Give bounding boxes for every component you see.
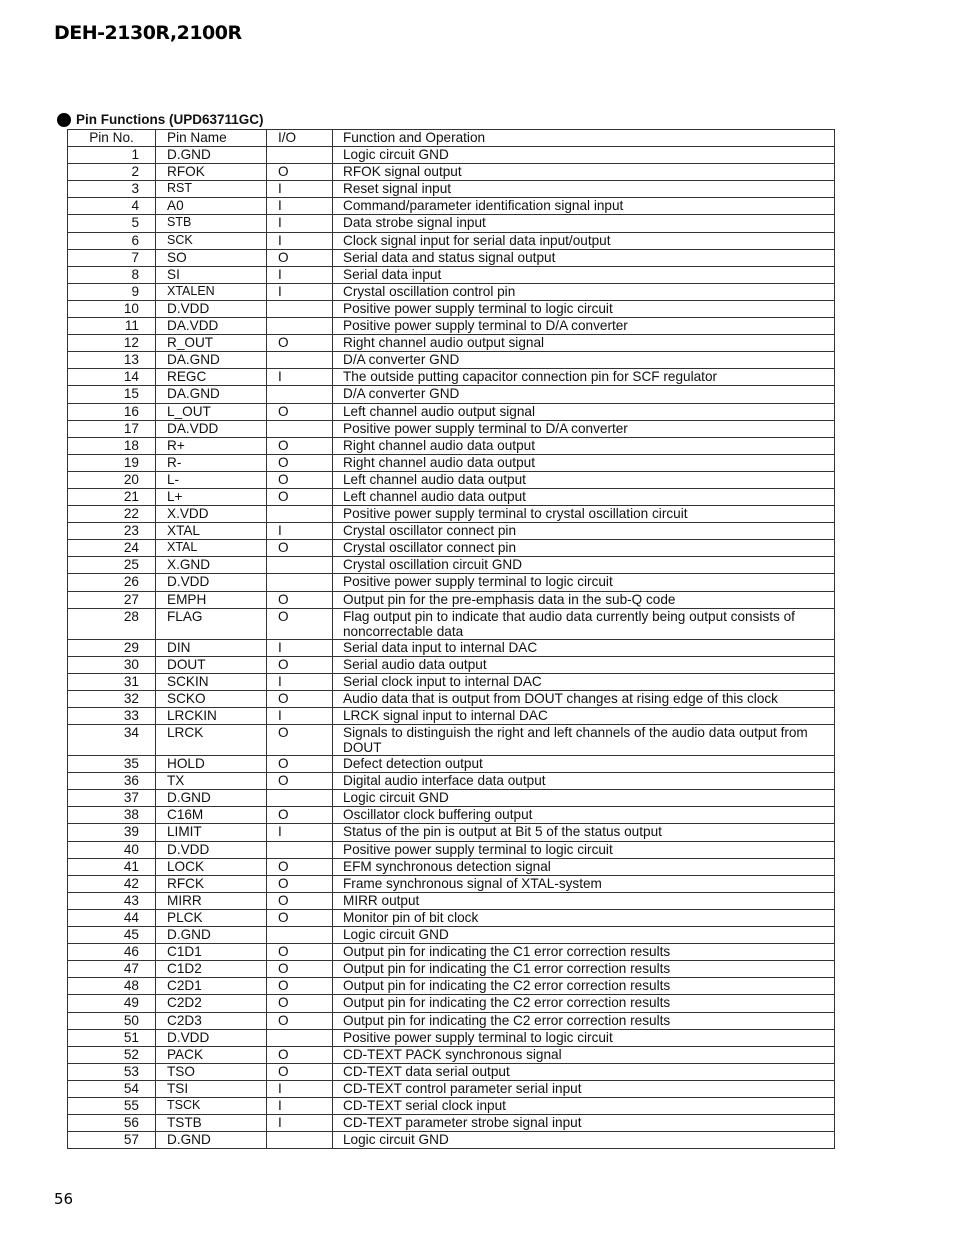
io-cell xyxy=(267,147,333,164)
pin-no-cell: 21 xyxy=(68,488,156,505)
function-cell: Monitor pin of bit clock xyxy=(333,909,835,926)
io-cell: O xyxy=(267,591,333,608)
io-cell: O xyxy=(267,944,333,961)
function-cell: Positive power supply terminal to D/A converter xyxy=(333,420,835,437)
pin-no-cell: 52 xyxy=(68,1046,156,1063)
io-cell: O xyxy=(267,875,333,892)
pin-no-cell: 6 xyxy=(68,232,156,249)
pin-name-cell: L+ xyxy=(156,488,267,505)
function-cell: Defect detection output xyxy=(333,756,835,773)
table-row xyxy=(68,232,835,249)
pin-no-cell: 51 xyxy=(68,1029,156,1046)
io-cell xyxy=(267,1029,333,1046)
table-row xyxy=(68,790,835,807)
io-cell: I xyxy=(267,215,333,232)
io-cell xyxy=(267,1132,333,1149)
table-row xyxy=(68,471,835,488)
function-cell: Right channel audio data output xyxy=(333,437,835,454)
pin-no-cell: 17 xyxy=(68,420,156,437)
io-cell: O xyxy=(267,892,333,909)
pin-no-cell: 47 xyxy=(68,961,156,978)
io-cell xyxy=(267,574,333,591)
pin-name-cell: L- xyxy=(156,471,267,488)
function-cell: Status of the pin is output at Bit 5 of the status output xyxy=(333,824,835,841)
io-cell: I xyxy=(267,266,333,283)
function-cell: Oscillator clock buffering output xyxy=(333,807,835,824)
io-cell: O xyxy=(267,164,333,181)
pin-name-cell: C1D1 xyxy=(156,944,267,961)
table-row xyxy=(68,841,835,858)
table-row xyxy=(68,249,835,266)
pin-name-cell: DA.GND xyxy=(156,386,267,403)
function-cell: Serial data and status signal output xyxy=(333,249,835,266)
pin-name-cell: DA.VDD xyxy=(156,318,267,335)
table-row xyxy=(68,1097,835,1114)
pin-name-cell: R- xyxy=(156,454,267,471)
table-row xyxy=(68,892,835,909)
function-cell: CD-TEXT PACK synchronous signal xyxy=(333,1046,835,1063)
pin-no-cell: 22 xyxy=(68,506,156,523)
table-row xyxy=(68,147,835,164)
function-cell: Logic circuit GND xyxy=(333,790,835,807)
pin-no-cell: 34 xyxy=(68,725,156,756)
pin-no-cell: 39 xyxy=(68,824,156,841)
io-cell: I xyxy=(267,824,333,841)
pin-name-cell: XTAL xyxy=(156,523,267,540)
pin-name-cell: $\overline{SCK}$ xyxy=(156,232,267,249)
table-row xyxy=(68,352,835,369)
io-cell: O xyxy=(267,1063,333,1080)
pin-no-cell: 43 xyxy=(68,892,156,909)
table-row xyxy=(68,858,835,875)
pin-name-cell: SO xyxy=(156,249,267,266)
pin-no-cell: 7 xyxy=(68,249,156,266)
function-cell: Positive power supply terminal to logic circuit xyxy=(333,841,835,858)
io-cell: O xyxy=(267,690,333,707)
table-row xyxy=(68,673,835,690)
pin-no-cell: 46 xyxy=(68,944,156,961)
pin-no-cell: 31 xyxy=(68,673,156,690)
io-cell: O xyxy=(267,1046,333,1063)
pin-no-cell: 48 xyxy=(68,978,156,995)
table-row xyxy=(68,1080,835,1097)
pin-name-cell: L_OUT xyxy=(156,403,267,420)
function-cell: Frame synchronous signal of XTAL-system xyxy=(333,875,835,892)
pin-name-cell: REGC xyxy=(156,369,267,386)
pin-no-cell: 35 xyxy=(68,756,156,773)
pin-name-cell: TSTB xyxy=(156,1115,267,1132)
io-cell xyxy=(267,790,333,807)
pin-no-cell: 5 xyxy=(68,215,156,232)
pin-no-cell: 13 xyxy=(68,352,156,369)
function-cell: LRCK signal input to internal DAC xyxy=(333,708,835,725)
pin-name-cell: TSO xyxy=(156,1063,267,1080)
table-row xyxy=(68,454,835,471)
table-row xyxy=(68,540,835,557)
table-row xyxy=(68,756,835,773)
function-cell: Left channel audio data output xyxy=(333,471,835,488)
page-number: 56 xyxy=(54,1190,74,1208)
table-row xyxy=(68,574,835,591)
function-cell: Right channel audio data output xyxy=(333,454,835,471)
table-row xyxy=(68,1063,835,1080)
pin-no-cell: 15 xyxy=(68,386,156,403)
pin-name-cell: RFCK xyxy=(156,875,267,892)
io-cell: I xyxy=(267,673,333,690)
pin-name-cell: FLAG xyxy=(156,608,267,639)
section-heading xyxy=(57,112,264,127)
table-row xyxy=(68,639,835,656)
pin-name-cell: TSCK xyxy=(156,1097,267,1114)
io-cell: O xyxy=(267,335,333,352)
io-cell xyxy=(267,927,333,944)
pin-name-cell: RFOK xyxy=(156,164,267,181)
pin-no-cell: 57 xyxy=(68,1132,156,1149)
table-row xyxy=(68,506,835,523)
table-row xyxy=(68,725,835,756)
pin-name-cell: TSI xyxy=(156,1080,267,1097)
pin-no-cell: 41 xyxy=(68,858,156,875)
io-cell: O xyxy=(267,725,333,756)
table-row xyxy=(68,909,835,926)
function-cell: CD-TEXT data serial output xyxy=(333,1063,835,1080)
function-cell: CD-TEXT control parameter serial input xyxy=(333,1080,835,1097)
pin-name-cell: EMPH xyxy=(156,591,267,608)
pin-name-cell: LIMIT xyxy=(156,824,267,841)
function-cell: Logic circuit GND xyxy=(333,147,835,164)
function-cell: MIRR output xyxy=(333,892,835,909)
pin-name-cell: DIN xyxy=(156,639,267,656)
io-cell: O xyxy=(267,756,333,773)
pin-name-cell: PLCK xyxy=(156,909,267,926)
pin-name-cell: DA.VDD xyxy=(156,420,267,437)
table-body xyxy=(68,147,835,1149)
table-row xyxy=(68,215,835,232)
table-row xyxy=(68,1046,835,1063)
function-cell: Logic circuit GND xyxy=(333,927,835,944)
table-row xyxy=(68,488,835,505)
function-cell: Output pin for indicating the C1 error correction results xyxy=(333,961,835,978)
pin-name-cell: PACK xyxy=(156,1046,267,1063)
table-row xyxy=(68,386,835,403)
function-cell: Positive power supply terminal to logic circuit xyxy=(333,300,835,317)
pin-name-cell: SI xyxy=(156,266,267,283)
pin-name-cell: DOUT xyxy=(156,656,267,673)
pin-no-cell: 37 xyxy=(68,790,156,807)
function-cell: Crystal oscillation control pin xyxy=(333,283,835,300)
function-cell: CD-TEXT parameter strobe signal input xyxy=(333,1115,835,1132)
io-cell: I xyxy=(267,523,333,540)
header-io: I/O xyxy=(267,130,333,147)
pin-name-cell: MIRR xyxy=(156,892,267,909)
pin-name-cell: DA.GND xyxy=(156,352,267,369)
io-cell xyxy=(267,557,333,574)
io-cell: I xyxy=(267,1115,333,1132)
pin-name-cell: D.GND xyxy=(156,790,267,807)
io-cell xyxy=(267,841,333,858)
pin-no-cell: 9 xyxy=(68,283,156,300)
pin-no-cell: 28 xyxy=(68,608,156,639)
function-cell: CD-TEXT serial clock input xyxy=(333,1097,835,1114)
io-cell: I xyxy=(267,1080,333,1097)
table-row xyxy=(68,1132,835,1149)
function-cell: RFOK signal output xyxy=(333,164,835,181)
pin-no-cell: 27 xyxy=(68,591,156,608)
pin-name-cell: D.VDD xyxy=(156,841,267,858)
pin-no-cell: 11 xyxy=(68,318,156,335)
function-cell: Logic circuit GND xyxy=(333,1132,835,1149)
table-row xyxy=(68,403,835,420)
pin-no-cell: 42 xyxy=(68,875,156,892)
pin-name-cell: XTAL xyxy=(156,540,267,557)
pin-no-cell: 23 xyxy=(68,523,156,540)
pin-name-cell: XTALEN xyxy=(156,283,267,300)
function-cell: Serial audio data output xyxy=(333,656,835,673)
table-row xyxy=(68,708,835,725)
io-cell: I xyxy=(267,283,333,300)
io-cell: O xyxy=(267,961,333,978)
table-row xyxy=(68,198,835,215)
table-row xyxy=(68,944,835,961)
function-cell: D/A converter GND xyxy=(333,352,835,369)
function-cell: The outside putting capacitor connection pin for SCF regulator xyxy=(333,369,835,386)
table-row xyxy=(68,807,835,824)
pin-no-cell: 3 xyxy=(68,181,156,198)
pin-no-cell: 1 xyxy=(68,147,156,164)
function-cell: Output pin for indicating the C2 error correction results xyxy=(333,1012,835,1029)
pin-no-cell: 56 xyxy=(68,1115,156,1132)
io-cell: O xyxy=(267,807,333,824)
function-cell: Left channel audio output signal xyxy=(333,403,835,420)
pin-no-cell: 55 xyxy=(68,1097,156,1114)
table-row xyxy=(68,927,835,944)
pin-name-cell: D.VDD xyxy=(156,1029,267,1046)
pin-name-cell: LOCK xyxy=(156,858,267,875)
pin-name-cell: X.GND xyxy=(156,557,267,574)
function-cell: Serial data input xyxy=(333,266,835,283)
function-cell: Output pin for the pre-emphasis data in the sub-Q code xyxy=(333,591,835,608)
table-row xyxy=(68,420,835,437)
pin-no-cell: 50 xyxy=(68,1012,156,1029)
pin-no-cell: 4 xyxy=(68,198,156,215)
pin-name-cell: LRCK xyxy=(156,725,267,756)
table-row xyxy=(68,369,835,386)
function-cell: Serial data input to internal DAC xyxy=(333,639,835,656)
header-pin-no: Pin No. xyxy=(68,130,156,147)
io-cell: I xyxy=(267,1097,333,1114)
section-title-text: Pin Functions (UPD63711GC) xyxy=(76,112,264,127)
pin-name-cell: A0 xyxy=(156,198,267,215)
pin-no-cell: 16 xyxy=(68,403,156,420)
io-cell: O xyxy=(267,540,333,557)
pin-name-cell: D.GND xyxy=(156,147,267,164)
pin-no-cell: 12 xyxy=(68,335,156,352)
function-cell: Digital audio interface data output xyxy=(333,773,835,790)
table-row xyxy=(68,300,835,317)
function-cell: Command/parameter identification signal input xyxy=(333,198,835,215)
io-cell xyxy=(267,386,333,403)
pin-no-cell: 24 xyxy=(68,540,156,557)
pin-name-cell: D.GND xyxy=(156,927,267,944)
function-cell: Clock signal input for serial data input/output xyxy=(333,232,835,249)
pin-no-cell: 19 xyxy=(68,454,156,471)
function-cell: Audio data that is output from DOUT changes at rising edge of this clock xyxy=(333,690,835,707)
pin-no-cell: 54 xyxy=(68,1080,156,1097)
table-row xyxy=(68,690,835,707)
pin-name-cell: C1D2 xyxy=(156,961,267,978)
io-cell: I xyxy=(267,639,333,656)
table-row xyxy=(68,437,835,454)
pin-no-cell: 44 xyxy=(68,909,156,926)
io-cell: I xyxy=(267,181,333,198)
pin-name-cell: C16M xyxy=(156,807,267,824)
pin-name-cell: D.GND xyxy=(156,1132,267,1149)
pin-functions-table xyxy=(67,129,835,1149)
table-row xyxy=(68,978,835,995)
pin-no-cell: 8 xyxy=(68,266,156,283)
pin-no-cell: 40 xyxy=(68,841,156,858)
function-cell: Flag output pin to indicate that audio data currently being output consists of noncorrectable data xyxy=(333,608,835,639)
pin-name-cell: LRCKIN xyxy=(156,708,267,725)
pin-no-cell: 30 xyxy=(68,656,156,673)
pin-name-cell: $\overline{STB}$ xyxy=(156,215,267,232)
pin-name-cell: SCKO xyxy=(156,690,267,707)
io-cell xyxy=(267,318,333,335)
header-function: Function and Operation xyxy=(333,130,835,147)
pin-no-cell: 20 xyxy=(68,471,156,488)
table-row xyxy=(68,164,835,181)
function-cell: Positive power supply terminal to crystal oscillation circuit xyxy=(333,506,835,523)
io-cell: O xyxy=(267,995,333,1012)
table-row xyxy=(68,995,835,1012)
io-cell: O xyxy=(267,656,333,673)
io-cell xyxy=(267,420,333,437)
table-row xyxy=(68,318,835,335)
function-cell: Positive power supply terminal to logic circuit xyxy=(333,574,835,591)
document-title: DEH-2130R,2100R xyxy=(54,22,242,44)
pin-name-cell: D.VDD xyxy=(156,574,267,591)
function-cell: Crystal oscillator connect pin xyxy=(333,523,835,540)
io-cell: O xyxy=(267,437,333,454)
function-cell: Output pin for indicating the C1 error correction results xyxy=(333,944,835,961)
table-header-row xyxy=(68,130,835,147)
function-cell: Positive power supply terminal to logic circuit xyxy=(333,1029,835,1046)
table-row xyxy=(68,335,835,352)
pin-name-cell: C2D2 xyxy=(156,995,267,1012)
io-cell: I xyxy=(267,369,333,386)
table-row xyxy=(68,1012,835,1029)
table-row xyxy=(68,591,835,608)
io-cell: O xyxy=(267,858,333,875)
pin-no-cell: 49 xyxy=(68,995,156,1012)
pin-name-cell: R_OUT xyxy=(156,335,267,352)
bullet-icon xyxy=(57,113,71,127)
pin-name-cell: X.VDD xyxy=(156,506,267,523)
pin-name-cell: $\overline{RST}$ xyxy=(156,181,267,198)
function-cell: Serial clock input to internal DAC xyxy=(333,673,835,690)
io-cell xyxy=(267,300,333,317)
pin-name-cell: C2D3 xyxy=(156,1012,267,1029)
pin-name-cell: SCKIN xyxy=(156,673,267,690)
io-cell xyxy=(267,506,333,523)
function-cell: Crystal oscillation circuit GND xyxy=(333,557,835,574)
io-cell: O xyxy=(267,773,333,790)
table-row xyxy=(68,557,835,574)
pin-no-cell: 29 xyxy=(68,639,156,656)
io-cell xyxy=(267,352,333,369)
function-cell: Reset signal input xyxy=(333,181,835,198)
table-row xyxy=(68,283,835,300)
pin-no-cell: 32 xyxy=(68,690,156,707)
pin-name-cell: D.VDD xyxy=(156,300,267,317)
pin-no-cell: 10 xyxy=(68,300,156,317)
pin-name-cell: TX xyxy=(156,773,267,790)
pin-no-cell: 36 xyxy=(68,773,156,790)
function-cell: EFM synchronous detection signal xyxy=(333,858,835,875)
pin-name-cell: R+ xyxy=(156,437,267,454)
table-row xyxy=(68,181,835,198)
function-cell: Positive power supply terminal to D/A converter xyxy=(333,318,835,335)
io-cell: O xyxy=(267,1012,333,1029)
pin-no-cell: 14 xyxy=(68,369,156,386)
table-row xyxy=(68,608,835,639)
table-row xyxy=(68,523,835,540)
function-cell: Left channel audio data output xyxy=(333,488,835,505)
table-row xyxy=(68,824,835,841)
pin-no-cell: 45 xyxy=(68,927,156,944)
table-row xyxy=(68,875,835,892)
io-cell: O xyxy=(267,909,333,926)
io-cell: O xyxy=(267,978,333,995)
pin-no-cell: 53 xyxy=(68,1063,156,1080)
function-cell: Crystal oscillator connect pin xyxy=(333,540,835,557)
io-cell: O xyxy=(267,488,333,505)
pin-no-cell: 25 xyxy=(68,557,156,574)
io-cell: O xyxy=(267,608,333,639)
function-cell: Right channel audio output signal xyxy=(333,335,835,352)
pin-no-cell: 2 xyxy=(68,164,156,181)
pin-no-cell: 18 xyxy=(68,437,156,454)
io-cell: I xyxy=(267,708,333,725)
table-row xyxy=(68,1029,835,1046)
pin-no-cell: 26 xyxy=(68,574,156,591)
io-cell: I xyxy=(267,198,333,215)
table-row xyxy=(68,656,835,673)
function-cell: Output pin for indicating the C2 error correction results xyxy=(333,978,835,995)
table-row xyxy=(68,961,835,978)
table-row xyxy=(68,1115,835,1132)
function-cell: Data strobe signal input xyxy=(333,215,835,232)
pin-no-cell: 33 xyxy=(68,708,156,725)
function-cell: D/A converter GND xyxy=(333,386,835,403)
io-cell: O xyxy=(267,471,333,488)
function-cell: Signals to distinguish the right and left channels of the audio data output from DOUT xyxy=(333,725,835,756)
io-cell: O xyxy=(267,403,333,420)
pin-name-cell: C2D1 xyxy=(156,978,267,995)
io-cell: I xyxy=(267,232,333,249)
io-cell: O xyxy=(267,454,333,471)
function-cell: Output pin for indicating the C2 error correction results xyxy=(333,995,835,1012)
header-pin-name: Pin Name xyxy=(156,130,267,147)
io-cell: O xyxy=(267,249,333,266)
pin-no-cell: 38 xyxy=(68,807,156,824)
table-row xyxy=(68,773,835,790)
table-row xyxy=(68,266,835,283)
pin-name-cell: HOLD xyxy=(156,756,267,773)
